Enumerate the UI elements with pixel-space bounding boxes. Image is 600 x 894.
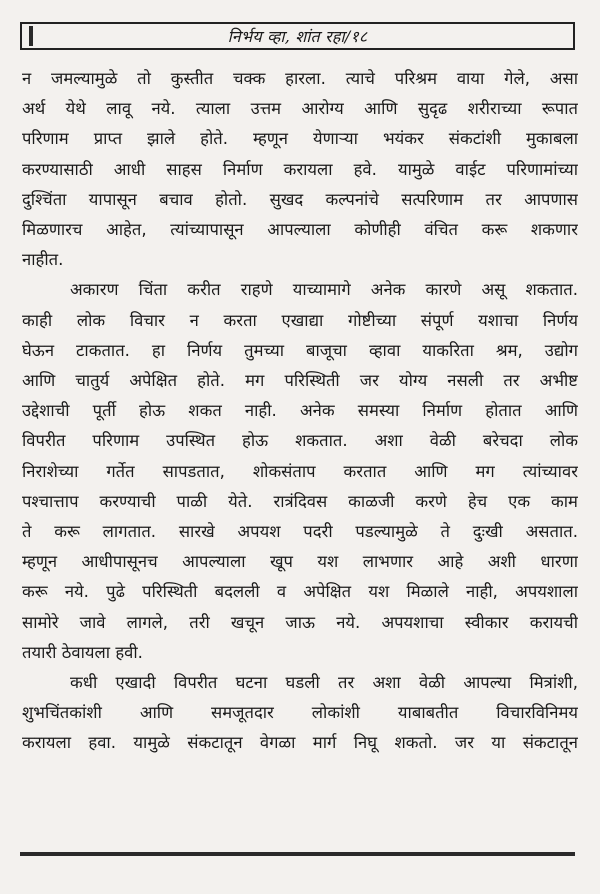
text-line: म्हणून आधीपासूनच आपल्याला खूप यश लाभणार आहे अशी धारणा — [22, 552, 578, 572]
text-line: पश्चात्ताप करण्याची पाळी येते. रात्रंदिवस काळजी करणे हेच एक काम — [22, 491, 578, 511]
text-line: अकारण चिंता करीत राहणे याच्यामागे अनेक कारणे असू शकतात. — [70, 280, 578, 300]
text-line: करायला हवा. यामुळे संकटातून वेगळा मार्ग निघू शकतो. जर या संकटातून — [22, 733, 578, 753]
paragraph — [22, 275, 578, 668]
text-line: विपरीत परिणाम उपस्थित होऊ शकतात. अशा वेळी बरेचदा लोक — [22, 431, 578, 451]
text-line: तयारी ठेवायला हवी. — [22, 642, 143, 662]
page-header-title: निर्भय व्हा, शांत रहा/१८ — [227, 27, 368, 46]
text-line: शुभचिंतकांशी आणि समजूतदार लोकांशी याबाबतीत विचारविनिमय — [22, 703, 578, 723]
text-line: करू नये. पुढे परिस्थिती बदलली व अपेक्षित यश मिळाले नाही, अपयशाला — [22, 582, 578, 602]
text-line: ते करू लागतात. सारखे अपयश पदरी पडल्यामुळे ते दुःखी असतात. — [22, 522, 578, 542]
text-line: घेऊन टाकतात. हा निर्णय तुमच्या बाजूचा व्हावा याकरिता श्रम, उद्योग — [22, 340, 578, 360]
text-line: दुश्चिंता यापासून बचाव होतो. सुखद कल्पनांचे सत्परिणाम तर आपणास — [22, 189, 578, 209]
footer-rule — [20, 852, 575, 856]
paragraph — [22, 668, 578, 759]
text-line: काही लोक विचार न करता एखाद्या गोष्टीच्या संपूर्ण यशाचा निर्णय — [22, 310, 578, 330]
text-line: उद्देशाची पूर्ती होऊ शकत नाही. अनेक समस्या निर्माण होतात आणि — [22, 401, 578, 421]
text-line: परिणाम प्राप्त झाले होते. म्हणून येणाऱ्या भयंकर संकटांशी मुकाबला — [22, 129, 578, 149]
text-line: नाहीत. — [22, 250, 64, 270]
text-line: मिळणारच आहेत, त्यांच्यापासून आपल्याला कोणीही वंचित करू शकणार — [22, 220, 578, 240]
text-line: निराशेच्या गर्तेत सापडतात, शोकसंताप करतात आणि मग त्यांच्यावर — [22, 461, 578, 481]
paragraph — [22, 64, 578, 275]
text-line: आणि चातुर्य अपेक्षित होते. मग परिस्थिती जर योग्य नसली तर अभीष्ट — [22, 371, 578, 391]
text-line: न जमल्यामुळे तो कुस्तीत चक्क हारला. त्याचे परिश्रम वाया गेले, असा — [22, 69, 578, 88]
text-line: कधी एखादी विपरीत घटना घडली तर अशा वेळी आपल्या मित्रांशी, — [70, 673, 578, 693]
text-line: सामोरे जावे लागले, तरी खचून जाऊ नये. अपयशाचा स्वीकार करायची — [22, 612, 578, 632]
page-body — [22, 64, 578, 759]
text-line: अर्थ येथे लावू नये. त्याला उत्तम आरोग्य आणि सुदृढ शरीराच्या रूपात — [22, 99, 578, 119]
running-header — [20, 22, 575, 50]
text-line: करण्यासाठी आधी साहस निर्माण करायला हवे. यामुळे वाईट परिणामांच्या — [22, 159, 578, 179]
